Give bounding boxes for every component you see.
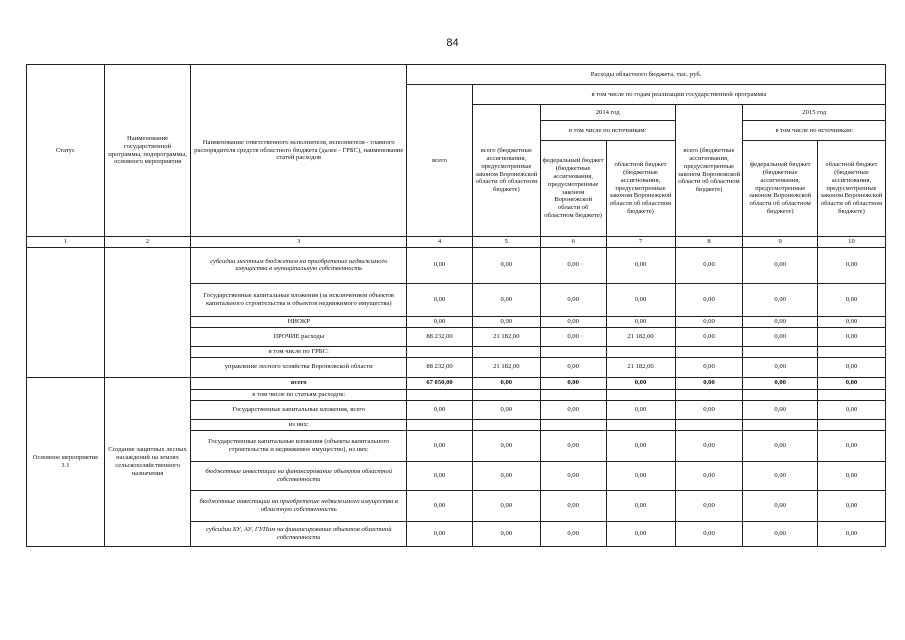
value-2014-total: 21 182,00 (472, 327, 540, 346)
value-2015-federal: 0,00 (743, 377, 817, 389)
value-2014-total: 0,00 (472, 400, 540, 419)
value-empty (817, 346, 885, 357)
value-2015-total: 0,00 (675, 490, 743, 521)
value-2015-regional: 0,00 (817, 430, 885, 461)
value-empty (606, 419, 675, 430)
row-label: в том числе по ГРБС: (191, 346, 407, 357)
row-label: всего (191, 377, 407, 389)
value-2014-total: 0,00 (472, 490, 540, 521)
row-label: НИОКР (191, 316, 407, 327)
row-label: субсидии БУ, АУ, ГУПам на финансирование объектов областной собственности (191, 521, 407, 546)
value-2014-federal: 0,00 (540, 461, 606, 490)
value-2014-federal: 0,00 (540, 400, 606, 419)
value-total: 0,00 (407, 247, 473, 283)
value-total: 0,00 (407, 316, 473, 327)
col-number: 6 (540, 237, 606, 248)
header-executor: Наименование ответственного исполнителя, исполнителя - главного распорядителя средств областного бюджета (далее - ГРБС), наименование статей расходов (191, 65, 407, 237)
value-2015-regional: 0,00 (817, 316, 885, 327)
value-empty (675, 389, 743, 400)
header-regional-2015: областной бюджет (бюджетные ассигнования, предусмотренные законом Воронежской области об областном бюджете) (817, 141, 885, 237)
header-by-sources-2014: в том числе по источникам: (540, 121, 675, 141)
value-empty (675, 346, 743, 357)
value-2015-total: 0,00 (675, 357, 743, 377)
header-federal-2014: федеральный бюджет (бюджетные ассигнования, предусмотренные законом Воронежской области об областном бюджете) (540, 141, 606, 237)
value-2014-federal: 0,00 (540, 521, 606, 546)
value-2015-federal: 0,00 (743, 327, 817, 346)
col-number: 4 (407, 237, 473, 248)
value-empty (472, 419, 540, 430)
value-empty (743, 389, 817, 400)
program-name-cell (104, 247, 191, 377)
col-number: 2 (104, 237, 191, 248)
value-2014-regional: 0,00 (606, 521, 675, 546)
value-2014-federal: 0,00 (540, 357, 606, 377)
row-label: Государственные капитальные вложения (объекты капитального строительства и недвижимое имущество), из них: (191, 430, 407, 461)
value-2014-total: 0,00 (472, 247, 540, 283)
value-empty (540, 419, 606, 430)
value-2014-regional: 0,00 (606, 430, 675, 461)
value-total: 0,00 (407, 400, 473, 419)
value-2015-federal: 0,00 (743, 247, 817, 283)
value-empty (606, 346, 675, 357)
value-2014-total: 0,00 (472, 430, 540, 461)
value-total: 0,00 (407, 461, 473, 490)
value-2014-total: 0,00 (472, 461, 540, 490)
value-2015-regional: 0,00 (817, 247, 885, 283)
value-empty (606, 389, 675, 400)
value-2015-regional: 0,00 (817, 327, 885, 346)
value-2014-regional: 0,00 (606, 283, 675, 316)
value-empty (817, 419, 885, 430)
row-label: Государственные капитальные вложения (за исключением объектов капитального строительства и объектов недвижимого имущества) (191, 283, 407, 316)
value-total: 88 232,00 (407, 357, 473, 377)
row-label: Государственные капитальные вложения, всего (191, 400, 407, 419)
col-number: 10 (817, 237, 885, 248)
value-2015-regional: 0,00 (817, 461, 885, 490)
value-2014-regional: 21 182,00 (606, 327, 675, 346)
value-empty (743, 346, 817, 357)
col-number: 5 (472, 237, 540, 248)
value-2015-federal: 0,00 (743, 430, 817, 461)
header-year-2014: 2014 год (540, 105, 675, 121)
value-2014-total: 21 182,00 (472, 357, 540, 377)
header-total: всего (407, 85, 473, 237)
col-number: 7 (606, 237, 675, 248)
row-label: бюджетные инвестиции на приобретение недвижимого имущества в областную собственность (191, 490, 407, 521)
value-2015-federal: 0,00 (743, 521, 817, 546)
value-2015-regional: 0,00 (817, 377, 885, 389)
value-total: 0,00 (407, 430, 473, 461)
row-label: бюджетные инвестиции на финансирование объектов областной собственности (191, 461, 407, 490)
header-regional-2014: областной бюджет (бюджетные ассигнования, предусмотренные законом Воронежской области об областном бюджете) (606, 141, 675, 237)
header-federal-2015: федеральный бюджет (бюджетные ассигнования, предусмотренные законом Воронежской области об областном бюджете) (743, 141, 817, 237)
program-name-cell: Создание защитных лесных насаждений на землях сельскохозяйственного назначения (104, 377, 191, 546)
value-2015-total: 0,00 (675, 400, 743, 419)
value-total: 67 050,00 (407, 377, 473, 389)
value-2015-total: 0,00 (675, 461, 743, 490)
value-2015-federal: 0,00 (743, 316, 817, 327)
value-2014-total: 0,00 (472, 316, 540, 327)
table-row (27, 247, 886, 283)
row-label: субсидии местным бюджетам на приобретение недвижимого имущества в муниципальную собственность (191, 247, 407, 283)
value-empty (472, 389, 540, 400)
value-2014-regional: 0,00 (606, 400, 675, 419)
value-2014-regional: 0,00 (606, 377, 675, 389)
col-number: 1 (27, 237, 105, 248)
value-total: 0,00 (407, 521, 473, 546)
col-number: 8 (675, 237, 743, 248)
value-empty (407, 419, 473, 430)
value-2015-total: 0,00 (675, 327, 743, 346)
value-2015-federal: 0,00 (743, 357, 817, 377)
value-2015-federal: 0,00 (743, 461, 817, 490)
header-program-name: Наименование государственной программы, подпрограммы, основного мероприятия (104, 65, 191, 237)
value-2015-regional: 0,00 (817, 400, 885, 419)
value-empty (675, 419, 743, 430)
value-empty (407, 346, 473, 357)
value-2014-regional: 0,00 (606, 490, 675, 521)
value-total: 0,00 (407, 490, 473, 521)
value-empty (817, 389, 885, 400)
header-year-2015: 2015 год (743, 105, 886, 121)
value-empty (407, 389, 473, 400)
value-2015-total: 0,00 (675, 247, 743, 283)
value-2014-regional: 0,00 (606, 461, 675, 490)
page-number: 84 (446, 37, 459, 49)
col-number: 3 (191, 237, 407, 248)
value-2015-total: 0,00 (675, 430, 743, 461)
value-2014-federal: 0,00 (540, 247, 606, 283)
value-2014-total: 0,00 (472, 377, 540, 389)
table-row (27, 377, 886, 389)
header-total-budget-2014: всего (бюджетные ассигнования, предусмотренные законом Воронежской области об областном бюджете) (472, 105, 540, 237)
status-cell: Основное мероприятие 3.1 (27, 377, 105, 546)
header-expenses-title: Расходы областного бюджета, тыс. руб. (407, 65, 886, 85)
column-numbers-row (27, 237, 886, 248)
status-cell (27, 247, 105, 377)
value-2014-federal: 0,00 (540, 327, 606, 346)
value-total: 0,00 (407, 283, 473, 316)
value-2015-total: 0,00 (675, 283, 743, 316)
value-2015-regional: 0,00 (817, 357, 885, 377)
budget-table (26, 64, 886, 547)
value-total: 88 232,00 (407, 327, 473, 346)
header-total-budget-2015: всего (бюджетные ассигнования, предусмотренные законом Воронежской области об областном бюджете) (675, 105, 743, 237)
row-label: из них: (191, 419, 407, 430)
value-empty (743, 419, 817, 430)
header-by-years: в том числе по годам реализации государственной программы (472, 85, 885, 105)
value-2015-regional: 0,00 (817, 521, 885, 546)
row-label: управление лесного хозяйства Воронежской области (191, 357, 407, 377)
value-2014-regional: 0,00 (606, 316, 675, 327)
value-2015-total: 0,00 (675, 316, 743, 327)
header-status: Статус (27, 65, 105, 237)
value-2014-total: 0,00 (472, 283, 540, 316)
row-label: в том числе по статьям расходов: (191, 389, 407, 400)
header-by-sources-2015: в том числе по источникам: (743, 121, 886, 141)
value-2015-regional: 0,00 (817, 490, 885, 521)
row-label: ПРОЧИЕ расходы (191, 327, 407, 346)
value-2014-regional: 21 182,00 (606, 357, 675, 377)
value-2015-regional: 0,00 (817, 283, 885, 316)
value-empty (540, 389, 606, 400)
value-2014-total: 0,00 (472, 521, 540, 546)
value-empty (540, 346, 606, 357)
value-2014-federal: 0,00 (540, 490, 606, 521)
value-empty (472, 346, 540, 357)
value-2015-total: 0,00 (675, 377, 743, 389)
value-2015-federal: 0,00 (743, 490, 817, 521)
value-2014-federal: 0,00 (540, 430, 606, 461)
value-2014-federal: 0,00 (540, 316, 606, 327)
value-2015-federal: 0,00 (743, 400, 817, 419)
col-number: 9 (743, 237, 817, 248)
value-2014-federal: 0,00 (540, 283, 606, 316)
value-2015-total: 0,00 (675, 521, 743, 546)
value-2014-regional: 0,00 (606, 247, 675, 283)
value-2014-federal: 0,00 (540, 377, 606, 389)
value-2015-federal: 0,00 (743, 283, 817, 316)
